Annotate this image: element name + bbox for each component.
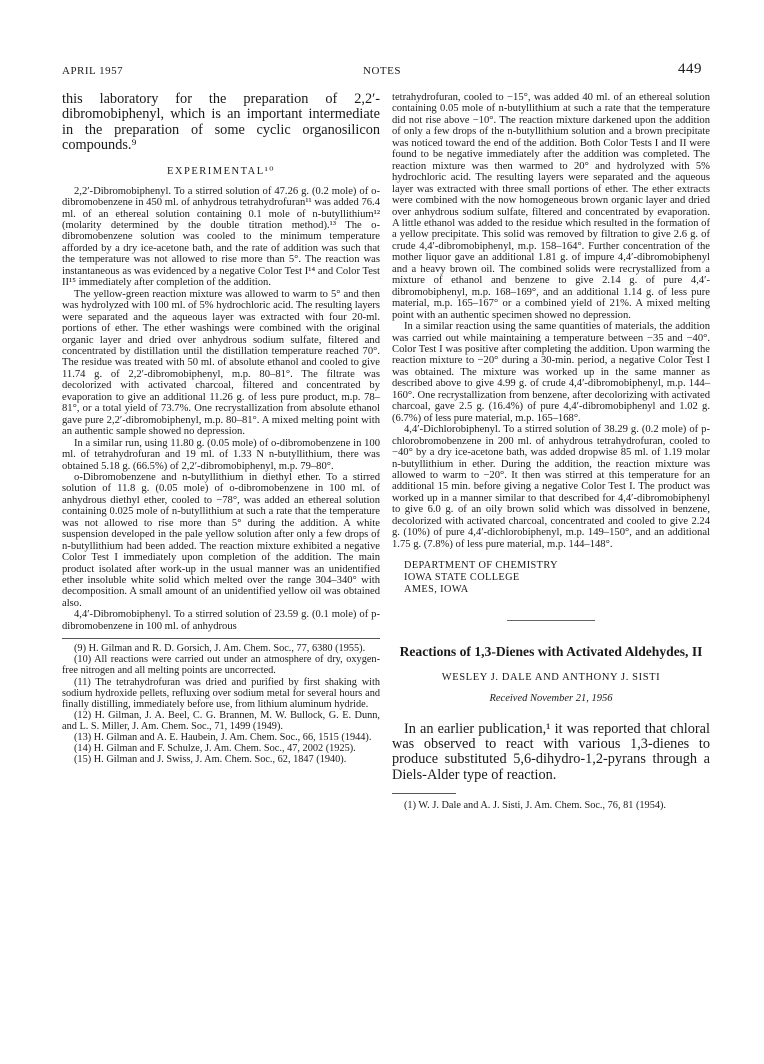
running-header <box>62 61 702 81</box>
article-lead-paragraph: In an earlier publication,¹ it was reported that chloral was observed to react with various 1,3-dienes to produce substituted 5,6-dihydro-1,2-pyrans through a Diels-Alder type of reaction. <box>392 720 710 783</box>
footnote-rule <box>392 793 456 794</box>
article-authors: WESLEY J. DALE AND ANTHONY J. SISTI <box>441 671 661 683</box>
author-address <box>404 560 710 595</box>
experimental-heading: EXPERIMENTAL¹⁰ <box>166 165 275 177</box>
body-paragraph: In a similar run, using 11.80 g. (0.05 mole) of o-dibromobenzene in 100 ml. of tetrahydrofuran and 19 ml. of 1.33 N n-butyllithium, there was obtained 5.18 g. (66.5%) of 2,2′-dibromobiphenyl, m.p. 79–80°. <box>62 437 380 472</box>
header-date: APRIL 1957 <box>62 65 124 77</box>
received-date: Received November 21, 1956 <box>489 692 613 704</box>
body-paragraph: 2,2′-Dibromobiphenyl. To a stirred solution of 47.26 g. (0.2 mole) of o-dibromobenzene in 450 ml. of anhydrous tetrahydrofuran¹¹ was added 76.4 ml. of an ethereal solution containing 0.1 mole of n-butyllithium¹² (molarity determined by the double titration method).¹³ The o-dibromobenzene solution was cooled to the minimum temperature afforded by a dry ice-acetone bath, and the rate of addition was such that the temperature was not allowed to rise more than 5°. The reaction was instantaneous as was evidenced by a negative Color Test I¹⁴ and Color Test II¹⁵ immediately after completion of the addition. <box>62 185 380 289</box>
address-line: AMES, IOWA <box>404 583 469 595</box>
footnote-rule <box>62 638 380 639</box>
address-line: IOWA STATE COLLEGE <box>404 571 520 583</box>
body-paragraph: tetrahydrofuran, cooled to −15°, was added 40 ml. of an ethereal solution containing 0.05 mole of n-butyllithium at such a rate that the temperature did not rise above −10°. The reaction mixture darkened upon the addition of only a few drops of the n-butyllithium solution and a brown precipitate was noticed toward the end of the addition. Both Color Tests I and II were found to be negative immediately after the addition was completed. The reaction mixture was then warmed to 20° and hydrolyzed with 5% hydrochloric acid. The resulting layers were separated and the aqueous layer was extracted with three small portions of ether. The ether extracts were combined with the now homogeneous brown organic layer and dried over anhydrous sodium sulfate, filtered and concentrated by evaporation. A little ethanol was added to the residue which resulted in the formation of a yellow precipitate. This solid was removed by filtration to give 2.6 g. of crude 4,4′-dibromobiphenyl, m.p. 158–164°. Further concentration of the mother liquor gave an additional 1.81 g. of impure 4,4′-dibromobiphenyl and a heavy brown oil. The combined solids were recrystallized from a mixture of ethanol and benzene to give 2.14 g. of pure 4,4′-dibromobiphenyl, m.p. 168–169°, and an additional 1.14 g. of less pure material, m.p. 165–167° or a combined yield of 21%. A mixed melting point with an authentic specimen showed no depression. <box>392 92 710 321</box>
body-paragraph: In a similar reaction using the same quantities of materials, the addition was carried out while maintaining a temperature between −35 and −40°. Color Test I was positive after completing the addition. Upon warming the reaction mixture to −20° during a 30-min. period, a negative Color Test I was obtained. The mixture was worked up in the same manner as described above to give 4.99 g. of crude 4,4′-dibromobiphenyl, m.p. 144–160°. One recrystallization from benzene, after decolorizing with activated charcoal, gave 2.5 g. (16.4%) of pure 4,4′-dibromobiphenyl and 1.02 g. (6.7%) of less pure material, m.p. 165–168°. <box>392 321 710 424</box>
footnote: (11) The tetrahydrofuran was dried and purified by first shaking with sodium hydroxide pellets, refluxing over sodium metal for several hours and finally distilling, immediately before use, from lithium aluminum hydride. <box>62 676 380 710</box>
page-number: 449 <box>678 61 702 77</box>
footnote: (15) H. Gilman and J. Swiss, J. Am. Chem. Soc., 62, 1847 (1940). <box>74 754 347 766</box>
article-title: Reactions of 1,3-Dienes with Activated Aldehydes, II <box>399 643 703 659</box>
footnote: (10) All reactions were carried out under an atmosphere of dry, oxygen-free nitrogen and all melting points are uncorrected. <box>62 654 380 677</box>
footnote: (1) W. J. Dale and A. J. Sisti, J. Am. Chem. Soc., 76, 81 (1954). <box>404 800 666 812</box>
address-line: DEPARTMENT OF CHEMISTRY <box>404 560 558 572</box>
body-paragraph: The yellow-green reaction mixture was allowed to warm to 5° and then was hydrolyzed with 100 ml. of 5% hydrochloric acid. The resulting layers were separated and the aqueous layer was extracted with four 20-ml. portions of ether. The ether washings were combined with the original organic layer and dried over anhydrous sodium sulfate, filtered and concentrated by distillation until the distillation temperature reached 70°. The residue was treated with 50 ml. of absolute ethanol and cooled to give 11.74 g. of 2,2′-dibromobiphenyl, m.p. 80–81°. The filtrate was decolorized with activated charcoal, filtered and concentrated by evaporation to give an additional 11.26 g. of less pure product, m.p. 78–81°, or a total yield of 73.7%. One recrystallization from absolute ethanol gave pure 2,2′-dibromobiphenyl, m.p. 80–81°. A mixed melting point with an authentic sample showed no depression. <box>62 288 380 438</box>
right-column <box>392 92 710 811</box>
left-column <box>62 92 380 765</box>
footnote: (13) H. Gilman and A. E. Haubein, J. Am. Chem. Soc., 66, 1515 (1944). <box>74 732 372 744</box>
body-paragraph: 4,4′-Dibromobiphenyl. To a stirred solution of 23.59 g. (0.1 mole) of p-dibromobenzene in 100 ml. of anhydrous <box>62 609 380 632</box>
intro-paragraph: this laboratory for the preparation of 2,2′-dibromobiphenyl, which is an important intermediate in the preparation of some cyclic organosilicon compounds.⁹ <box>62 91 380 154</box>
footnote: (14) H. Gilman and F. Schulze, J. Am. Chem. Soc., 47, 2002 (1925). <box>74 743 356 755</box>
body-paragraph: 4,4′-Dichlorobiphenyl. To a stirred solution of 38.29 g. (0.2 mole) of p-chlorobromobenzene in 200 ml. of anhydrous tetrahydrofuran, cooled to −40° by a dry ice-acetone bath, was added dropwise 85 ml. of 1.19 molar n-butyllithium in ether. During the addition, the reaction mixture was allowed to warm to −20°. It then was stirred at this temperature for an additional 15 min. before giving a negative Color Test I. The product was worked up in a manner similar to that described for 4,4′-dibromobiphenyl to give 6.0 g. of an oily brown solid which was dissolved in benzene, decolorized with activated charcoal, concentrated and cooled to give 2.24 g. (10%) of pure 4,4′-dichlorobiphenyl, m.p. 149–150°, and an additional 1.75 g. (7.8%) of less pure material, m.p. 144–148°. <box>392 424 710 550</box>
footnote: (9) H. Gilman and R. D. Gorsich, J. Am. Chem. Soc., 77, 6380 (1955). <box>74 643 366 655</box>
article-divider <box>507 620 595 621</box>
header-section: NOTES <box>363 65 401 77</box>
body-paragraph: o-Dibromobenzene and n-butyllithium in diethyl ether. To a stirred solution of 11.8 g. (0.05 mole) of o-dibromobenzene in 100 ml. of anhydrous diethyl ether, cooled to −78°, was added an ethereal solution containing 0.025 mole of n-butyllithium at such a rate that the temperature was not allowed to rise more than 5° during the addition. A white suspension developed in the pale yellow solution after only a few drops of n-butyllithium had been added. The reaction mixture exhibited a negative Color Test I immediately upon completion of the addition. The main product isolated after work-up in the usual manner was an unidentified ether insoluble white solid which melted over the range 304–340° with decomposition. A small amount of an unidentified yellow oil was obtained also. <box>62 471 380 609</box>
footnote: (12) H. Gilman, J. A. Beel, C. G. Brannen, M. W. Bullock, G. E. Dunn, and L. S. Miller, J. Am. Chem. Soc., 71, 1499 (1949). <box>62 709 380 732</box>
